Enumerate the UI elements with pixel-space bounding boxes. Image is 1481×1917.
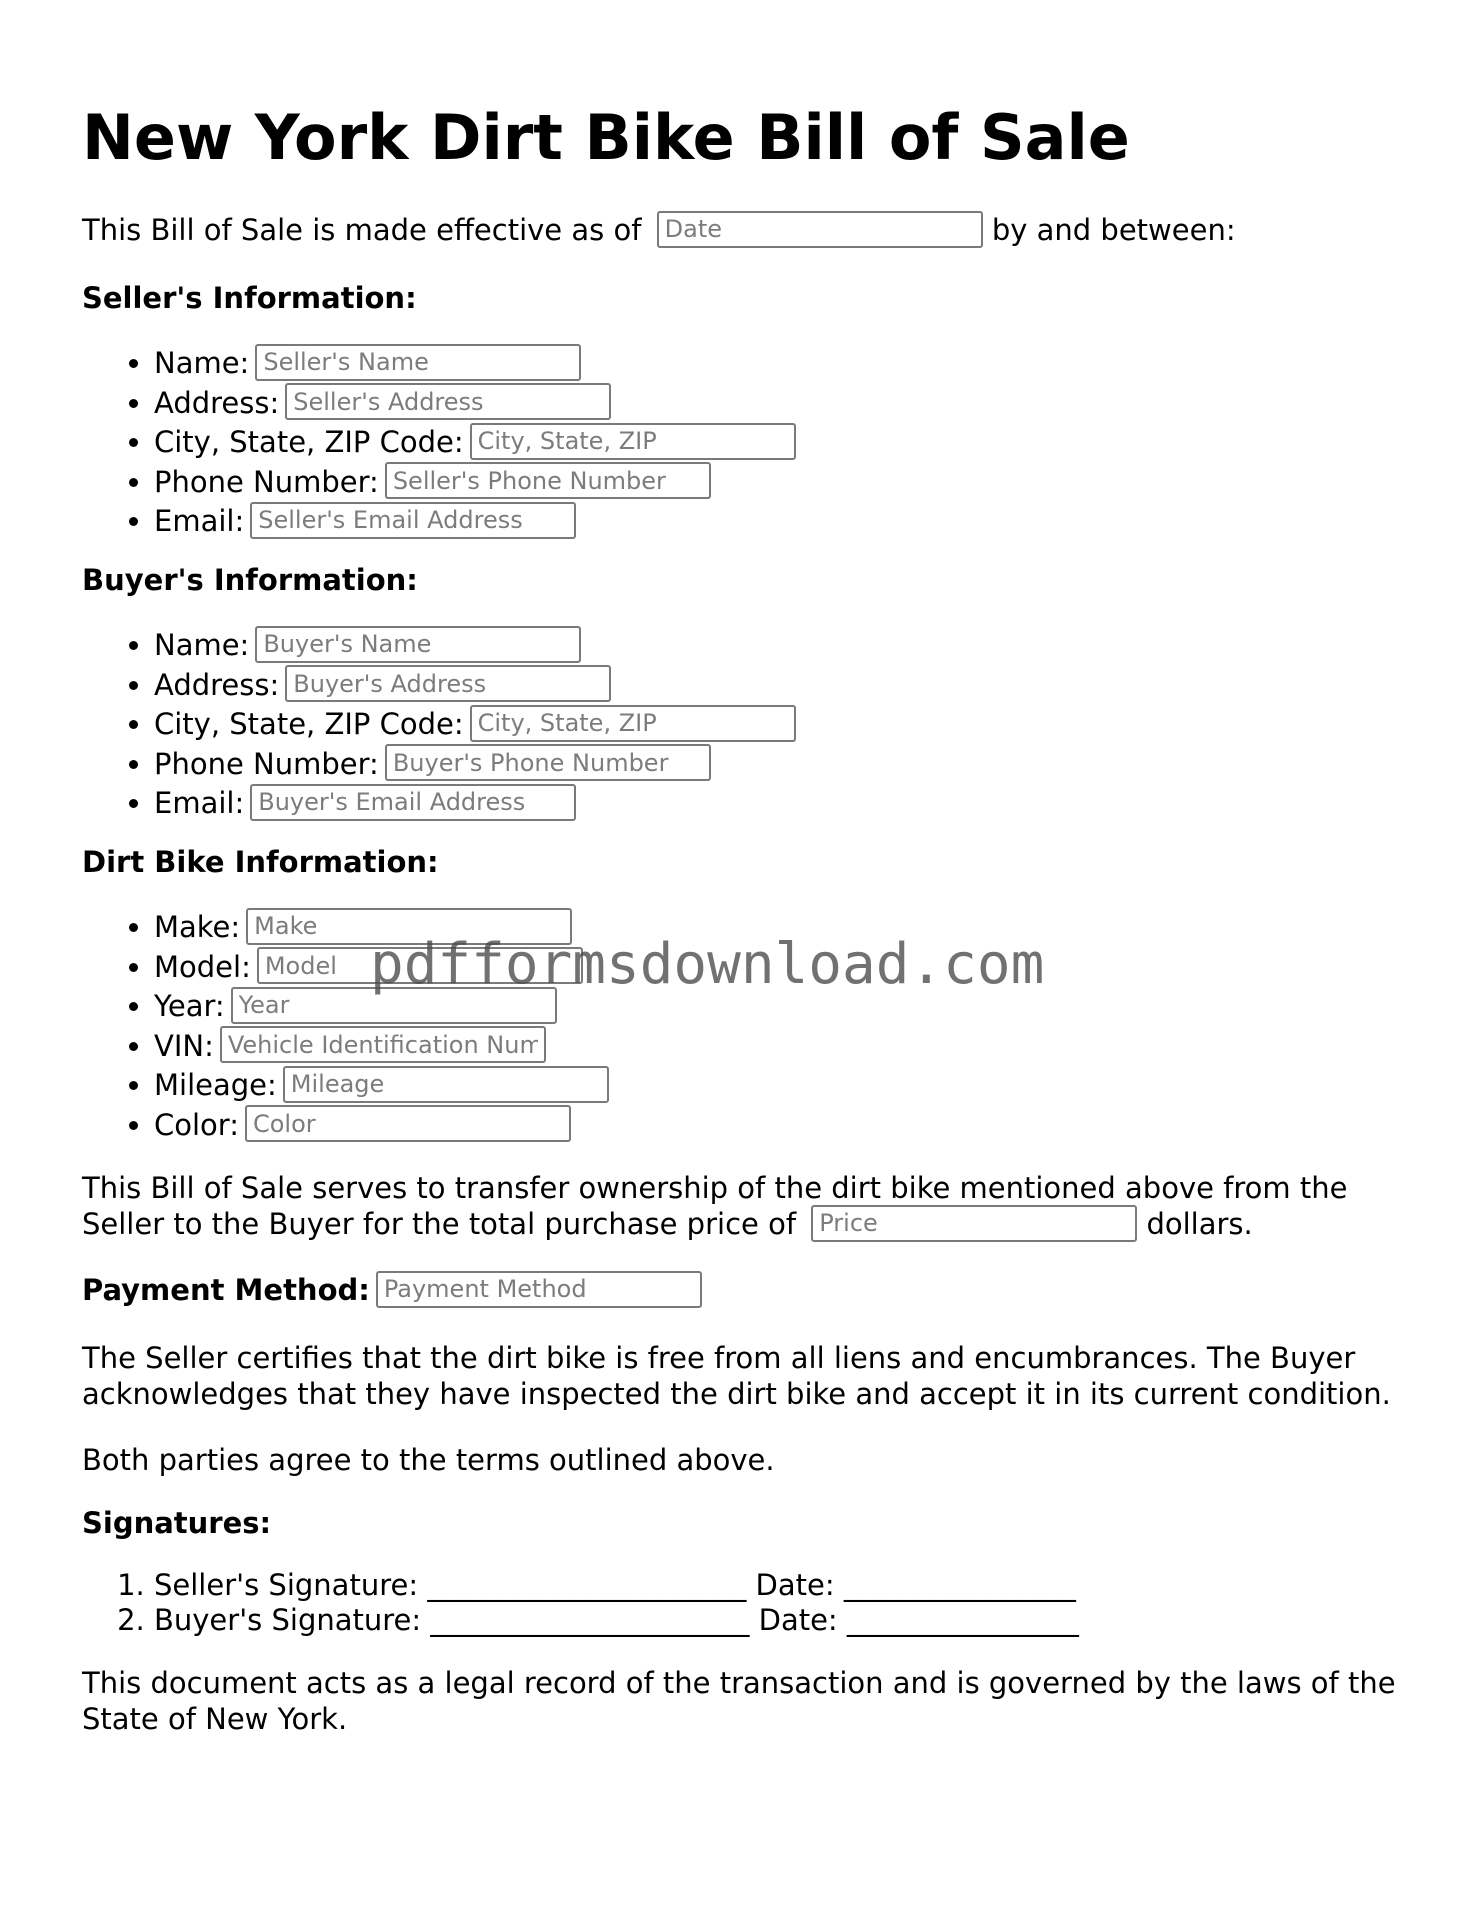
bike-color-input[interactable]: [245, 1105, 571, 1142]
transfer-line-1: This Bill of Sale serves to transfer ownership of the dirt bike mentioned above from the: [82, 1171, 1348, 1205]
bike-vin-input[interactable]: [220, 1026, 546, 1063]
bike-color-label: Color:: [154, 1107, 239, 1142]
buyer-city-state-zip-label: City, State, ZIP Code:: [154, 707, 464, 741]
buyer-name-item: [154, 626, 796, 666]
buyer-address-item: [154, 666, 796, 706]
seller-address-input[interactable]: [285, 383, 611, 420]
buyer-phone-item: [154, 745, 796, 785]
bike-year-label: Year:: [154, 989, 225, 1023]
footer-line-1: This document acts as a legal record of the transaction and is governed by the laws of the: [82, 1666, 1396, 1700]
seller-city-state-zip-input[interactable]: [470, 423, 796, 460]
buyer-heading: Buyer's Information:: [82, 563, 418, 597]
payment-method-row: [82, 1272, 702, 1311]
seller-phone-item: [154, 463, 796, 503]
buyer-phone-input[interactable]: [385, 744, 711, 781]
seller-name-input[interactable]: [255, 344, 581, 381]
signatures-list: [82, 1568, 1079, 1638]
buyer-email-input[interactable]: [250, 784, 576, 821]
seller-email-label: Email:: [154, 504, 245, 538]
footer-line-2: State of New York.: [82, 1702, 348, 1736]
bike-mileage-input[interactable]: [283, 1066, 609, 1103]
transfer-line-2: [82, 1206, 1347, 1245]
transfer-line-2-after: dollars.: [1146, 1207, 1253, 1241]
bike-model-label: Model:: [154, 949, 251, 984]
buyer-address-label: Address:: [154, 667, 280, 702]
buyer-city-state-zip-item: [154, 705, 796, 745]
intro-paragraph: [82, 212, 1236, 251]
bike-vin-label: VIN:: [154, 1028, 214, 1063]
seller-address-label: Address:: [154, 385, 280, 420]
buyer-name-label: Name:: [154, 628, 250, 662]
agree-paragraph: Both parties agree to the terms outlined above.: [82, 1443, 775, 1477]
effective-date-input[interactable]: [657, 211, 983, 248]
seller-phone-input[interactable]: [385, 462, 711, 499]
bike-make-item: [154, 908, 609, 948]
seller-name-item: [154, 344, 796, 384]
intro-text-after: by and between:: [991, 213, 1236, 247]
seller-name-label: Name:: [154, 346, 250, 380]
seller-signature-line: 1. Seller's Signature: ______________________ Date: ________________: [154, 1568, 1079, 1603]
certify-paragraph: [82, 1340, 1391, 1412]
bike-mileage-label: Mileage:: [154, 1068, 277, 1102]
footer-paragraph: [82, 1665, 1396, 1737]
buyer-city-state-zip-input[interactable]: [470, 705, 796, 742]
buyer-phone-label: Phone Number:: [154, 746, 379, 781]
bike-fields-list: [82, 908, 609, 1145]
payment-method-input[interactable]: [376, 1271, 702, 1308]
bike-model-input[interactable]: [257, 947, 583, 984]
bike-color-item: [154, 1106, 609, 1146]
price-input[interactable]: [811, 1205, 1137, 1242]
bike-year-input[interactable]: [231, 987, 557, 1024]
certify-line-1: The Seller certifies that the dirt bike is free from all liens and encumbrances. The Buyer: [82, 1341, 1356, 1375]
buyer-signature-line: 2. Buyer's Signature: ______________________ Date: ________________: [154, 1603, 1079, 1638]
watermark: pdfformsdownload.com: [370, 932, 1045, 997]
bike-make-label: Make:: [154, 910, 241, 944]
seller-address-item: [154, 384, 796, 424]
seller-email-item: [154, 502, 796, 542]
page-title: New York Dirt Bike Bill of Sale: [82, 101, 1130, 174]
intro-text-before: This Bill of Sale is made effective as of: [82, 213, 642, 247]
buyer-name-input[interactable]: [255, 626, 581, 663]
transfer-paragraph: [82, 1170, 1347, 1245]
buyer-address-input[interactable]: [285, 665, 611, 702]
signatures-heading: Signatures:: [82, 1506, 272, 1540]
seller-city-state-zip-item: [154, 423, 796, 463]
certify-line-2: acknowledges that they have inspected the dirt bike and accept it in its current condition.: [82, 1377, 1391, 1411]
transfer-line-2-before: Seller to the Buyer for the total purchase price of: [82, 1207, 797, 1241]
seller-fields-list: [82, 344, 796, 542]
bike-vin-item: [154, 1027, 609, 1067]
bike-mileage-item: [154, 1066, 609, 1106]
payment-method-label: Payment Method:: [82, 1273, 370, 1307]
buyer-email-label: Email:: [154, 786, 245, 820]
seller-email-input[interactable]: [250, 502, 576, 539]
seller-city-state-zip-label: City, State, ZIP Code:: [154, 425, 464, 459]
buyer-fields-list: [82, 626, 796, 824]
bike-make-input[interactable]: [246, 908, 572, 945]
seller-phone-label: Phone Number:: [154, 464, 379, 499]
bike-heading: Dirt Bike Information:: [82, 845, 439, 879]
bike-year-item: [154, 987, 609, 1027]
bike-model-item: [154, 948, 609, 988]
seller-heading: Seller's Information:: [82, 281, 417, 315]
buyer-email-item: [154, 784, 796, 824]
